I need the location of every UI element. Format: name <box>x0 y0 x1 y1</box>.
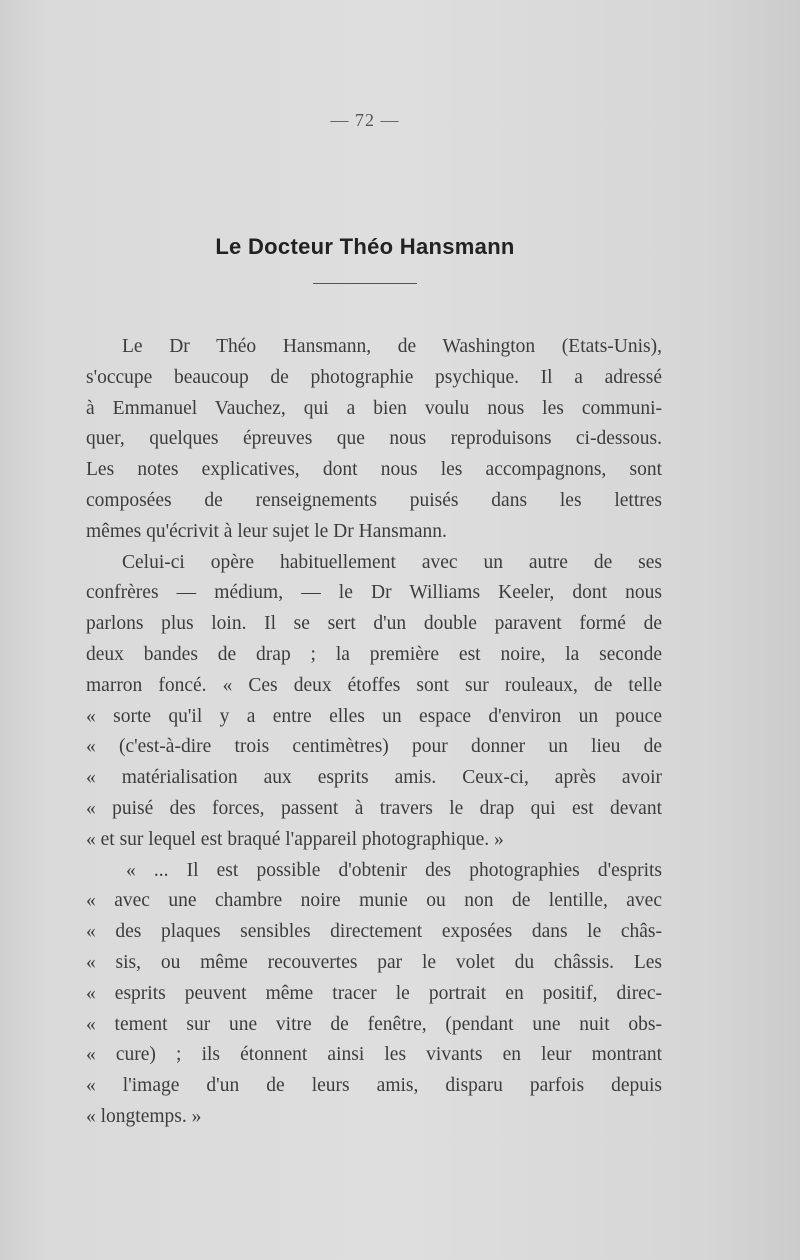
text-line: mêmes qu'écrivit à leur sujet le Dr Hansmann. <box>86 520 447 542</box>
body-text <box>86 332 662 1133</box>
text-line: marron foncé. « Ces deux étoffes sont sur rouleaux, de telle <box>86 674 662 696</box>
text-line: « puisé des forces, passent à travers le drap qui est devant <box>86 797 662 819</box>
text-line: « avec une chambre noire munie ou non de lentille, avec <box>86 890 662 912</box>
text-line: Les notes explicatives, dont nous les accompagnons, sont <box>86 459 662 481</box>
text-line: s'occupe beaucoup de photographie psychique. Il a adressé <box>86 366 662 388</box>
page-number: — 72 — <box>330 110 400 130</box>
text-line: « tement sur une vitre de fenêtre, (pendant une nuit obs- <box>86 1013 662 1035</box>
text-line: « esprits peuvent même tracer le portrait en positif, direc- <box>86 982 662 1004</box>
text-line: « (c'est-à-dire trois centimètres) pour donner un lieu de <box>86 736 662 758</box>
text-line: composées de renseignements puisés dans les lettres <box>86 489 662 511</box>
text-line: « l'image d'un de leurs amis, disparu parfois depuis <box>86 1075 662 1097</box>
text-line: « longtemps. » <box>86 1105 202 1127</box>
text-line: à Emmanuel Vauchez, qui a bien voulu nous les communi- <box>86 397 662 419</box>
text-line: Celui-ci opère habituellement avec un autre de ses <box>122 551 662 573</box>
text-line: « des plaques sensibles directement exposées dans le châs- <box>86 921 662 943</box>
chapter-title: Le Docteur Théo Hansmann <box>215 234 515 259</box>
text-line: « matérialisation aux esprits amis. Ceux-ci, après avoir <box>86 767 662 789</box>
text-line: « cure) ; ils étonnent ainsi les vivants en leur montrant <box>86 1044 662 1066</box>
text-line: « ... Il est possible d'obtenir des photographies d'esprits <box>126 859 662 881</box>
text-line: confrères — médium, — le Dr Williams Keeler, dont nous <box>86 582 662 604</box>
text-line: deux bandes de drap ; la première est noire, la seconde <box>86 643 662 665</box>
text-line: « et sur lequel est braqué l'appareil photographique. » <box>86 828 504 850</box>
text-line: « sorte qu'il y a entre elles un espace d'environ un pouce <box>86 705 662 727</box>
text-line: Le Dr Théo Hansmann, de Washington (Etats-Unis), <box>122 336 662 357</box>
text-line: « sis, ou même recouvertes par le volet du châssis. Les <box>86 951 662 973</box>
title-divider <box>313 283 417 284</box>
text-line: quer, quelques épreuves que nous reproduisons ci-dessous. <box>86 428 662 450</box>
text-line: parlons plus loin. Il se sert d'un double paravent formé de <box>86 613 662 635</box>
